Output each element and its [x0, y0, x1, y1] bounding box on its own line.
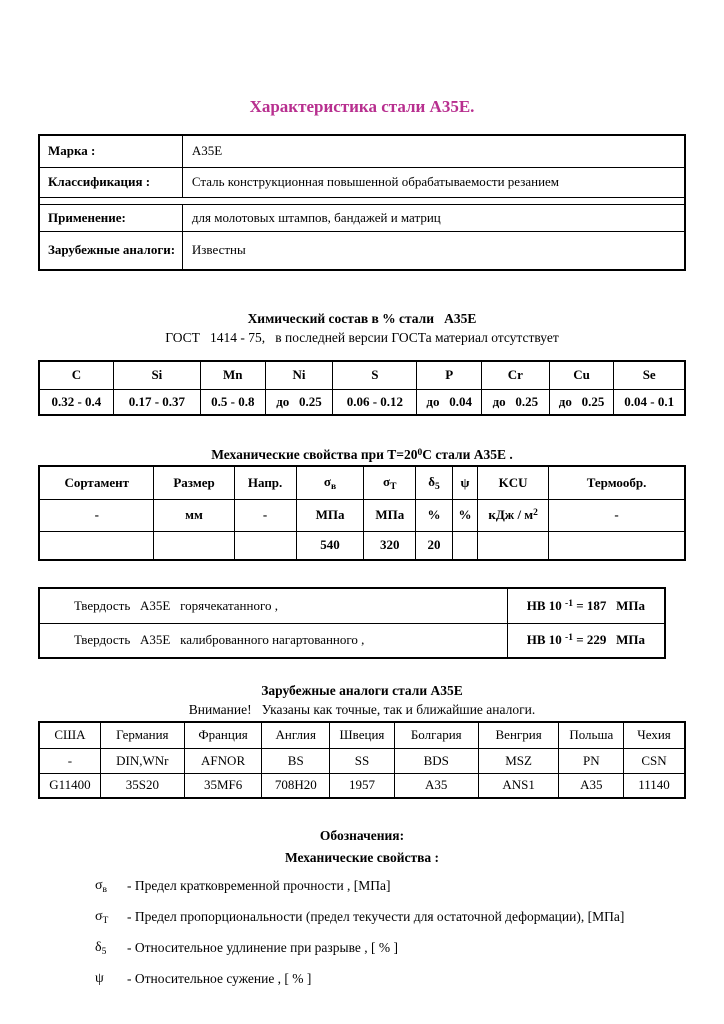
mechanical-section-title	[38, 444, 686, 464]
mech-value-cell	[39, 531, 154, 560]
info-value-primenenie: для молотовых штампов, бандажей и матриц	[182, 204, 685, 231]
analog-grade-cell: ANS1	[478, 773, 559, 798]
analog-country-cell: Франция	[184, 722, 262, 748]
legend-items	[38, 876, 686, 993]
chem-value-cell: 0.06 - 0.12	[333, 389, 417, 415]
mechanical-table	[38, 465, 686, 561]
sigma-symbol: σ	[383, 473, 391, 489]
analog-country-cell: Швеция	[330, 722, 395, 748]
chem-value-cell: 0.32 - 0.4	[39, 389, 113, 415]
mech-unit-cell: -	[234, 499, 296, 531]
symbol-sub: 5	[101, 947, 107, 957]
mech-value-cell: 320	[364, 531, 416, 560]
table-row	[39, 231, 685, 270]
mech-header-psi: ψ	[452, 466, 477, 499]
legend-item-psi	[38, 969, 686, 993]
chem-header-cell: C	[39, 361, 113, 389]
hb-sup: -1	[565, 633, 573, 644]
analog-standard-cell: MSZ	[478, 748, 559, 773]
chem-header-cell: S	[333, 361, 417, 389]
chem-header-cell: Ni	[265, 361, 333, 389]
table-row	[39, 588, 665, 623]
analog-grade-cell: 35MF6	[184, 773, 262, 798]
mech-header-sigma-b	[296, 466, 364, 499]
mech-unit-kcu	[478, 499, 549, 531]
analog-country-cell: США	[39, 722, 100, 748]
chem-value-cell: до 0.25	[549, 389, 614, 415]
mech-title-text: Механические свойства при Т=20	[211, 447, 418, 462]
legend-title: Обозначения:	[319, 828, 405, 843]
info-label-primenenie: Применение:	[39, 204, 182, 231]
hardness-value	[507, 623, 665, 658]
analog-grade-cell: 35S20	[100, 773, 184, 798]
hb-text: НВ 10	[526, 597, 566, 613]
legend-item-sigma-b	[38, 876, 686, 900]
mech-header-napr: Напр.	[234, 466, 296, 499]
analog-standard-cell: CSN	[624, 748, 685, 773]
info-label-analogi: Зарубежные аналоги:	[39, 231, 182, 270]
analogs-section-title: Зарубежные аналоги стали А35Е	[261, 683, 463, 698]
mech-value-cell	[549, 531, 685, 560]
info-label-marka: Марка :	[39, 135, 182, 167]
table-row	[39, 361, 685, 389]
mech-value-cell	[478, 531, 549, 560]
mech-unit-cell: МПа	[364, 499, 416, 531]
symbol-base: δ	[95, 940, 102, 955]
mech-value-cell	[452, 531, 477, 560]
chem-value-cell: 0.17 - 0.37	[113, 389, 200, 415]
chem-value-cell: 0.04 - 0.1	[614, 389, 685, 415]
delta-subscript: 5	[435, 481, 440, 492]
mech-header-termoobr: Термообр.	[549, 466, 685, 499]
mech-header-sigma-t	[364, 466, 416, 499]
legend-item-text: - Предел пропорциональности (предел текучести для остаточной деформации), [МПа]	[127, 909, 625, 924]
analog-standard-cell: BDS	[394, 748, 478, 773]
symbol-base: ψ	[95, 971, 104, 986]
legend-item-delta5	[38, 938, 686, 962]
sigma-symbol: σ	[323, 473, 331, 489]
legend-item-text: - Относительное сужение , [ % ]	[127, 971, 312, 986]
analog-country-cell: Польша	[559, 722, 624, 748]
hardness-table	[38, 587, 666, 659]
symbol-base: σ	[95, 909, 103, 924]
sigma-subscript: в	[330, 481, 337, 492]
table-row	[39, 499, 685, 531]
analog-country-cell: Англия	[262, 722, 330, 748]
symbol-sub: Т	[102, 916, 109, 926]
table-row	[39, 722, 685, 748]
analog-standard-cell: DIN,WNr	[100, 748, 184, 773]
mech-title-text: С стали А35Е .	[422, 447, 513, 462]
analogs-section-subtitle: Внимание! Указаны как точные, так и ближайшие аналоги.	[188, 702, 536, 717]
mech-unit-cell: %	[452, 499, 477, 531]
table-row	[39, 748, 685, 773]
analog-grade-cell: A35	[394, 773, 478, 798]
analog-grade-cell: G11400	[39, 773, 100, 798]
analog-country-cell: Болгария	[394, 722, 478, 748]
table-row	[39, 531, 685, 560]
delta5-symbol	[95, 938, 127, 962]
mech-header-razmer: Размер	[154, 466, 234, 499]
table-row	[39, 204, 685, 231]
chemistry-section-title: Химический состав в % стали А35Е	[247, 311, 477, 326]
mech-header-kcu: KCU	[478, 466, 549, 499]
hardness-value	[507, 588, 665, 623]
chem-header-cell: Mn	[200, 361, 265, 389]
legend-item-text: - Предел кратковременной прочности , [МПа]	[127, 878, 391, 893]
hb-text: = 187 МПа	[572, 597, 645, 613]
mech-value-cell: 540	[296, 531, 364, 560]
table-row	[39, 773, 685, 798]
mech-header-sortament: Сортамент	[39, 466, 154, 499]
analog-standard-cell: SS	[330, 748, 395, 773]
mech-unit-cell: -	[549, 499, 685, 531]
info-label-klassifikacia: Классификация :	[39, 167, 182, 197]
sigma-subscript: Т	[390, 481, 397, 492]
steel-info-table	[38, 134, 686, 271]
psi-symbol	[95, 969, 127, 993]
analog-country-cell: Венгрия	[478, 722, 559, 748]
legend-item-sigma-t	[38, 907, 686, 931]
analog-grade-cell: A35	[559, 773, 624, 798]
hb-sup: -1	[565, 598, 573, 609]
analog-country-cell: Чехия	[624, 722, 685, 748]
chem-header-cell: Cr	[481, 361, 549, 389]
mech-header-delta5	[416, 466, 453, 499]
info-value-marka: А35Е	[182, 135, 685, 167]
chem-header-cell: P	[417, 361, 482, 389]
kcu-unit-text: кДж / м	[488, 507, 534, 522]
table-row	[39, 167, 685, 197]
chem-header-cell: Se	[614, 361, 685, 389]
table-row	[39, 135, 685, 167]
chem-value-cell: до 0.25	[265, 389, 333, 415]
chem-header-cell: Si	[113, 361, 200, 389]
hardness-label: Твердость А35Е калиброванного нагартованного ,	[39, 623, 507, 658]
analog-grade-cell: 1957	[330, 773, 395, 798]
table-row	[39, 466, 685, 499]
mech-value-cell	[154, 531, 234, 560]
spacer-row	[39, 197, 685, 204]
mech-value-cell: 20	[416, 531, 453, 560]
analog-country-cell: Германия	[100, 722, 184, 748]
mech-title-sup: 0	[417, 448, 423, 458]
symbol-base: σ	[95, 878, 103, 893]
mech-unit-cell: мм	[154, 499, 234, 531]
analog-standard-cell: PN	[559, 748, 624, 773]
chemistry-section-subtitle: ГОСТ 1414 - 75, в последней версии ГОСТа материал отсутствует	[165, 330, 559, 345]
spacer-cell	[39, 197, 685, 204]
symbol-sub: в	[102, 885, 108, 895]
mech-unit-cell: %	[416, 499, 453, 531]
sigma-t-symbol	[95, 907, 127, 931]
sigma-b-symbol	[95, 876, 127, 900]
legend-subtitle: Механические свойства :	[284, 850, 440, 865]
mech-value-cell	[234, 531, 296, 560]
mech-unit-cell: МПа	[296, 499, 364, 531]
legend-item-text: - Относительное удлинение при разрыве , [ % ]	[127, 940, 398, 955]
analog-standard-cell: -	[39, 748, 100, 773]
info-value-klassifikacia: Сталь конструкционная повышенной обрабатываемости резанием	[182, 167, 685, 197]
table-row	[39, 623, 665, 658]
chem-value-cell: 0.5 - 0.8	[200, 389, 265, 415]
analogs-table	[38, 721, 686, 799]
hardness-label: Твердость А35Е горячекатанного ,	[39, 588, 507, 623]
table-row	[39, 389, 685, 415]
analog-standard-cell: BS	[262, 748, 330, 773]
kcu-unit-sup: 2	[533, 508, 538, 518]
analog-standard-cell: AFNOR	[184, 748, 262, 773]
chem-header-cell: Cu	[549, 361, 614, 389]
delta-symbol: δ	[428, 473, 435, 489]
analog-grade-cell: 11140	[624, 773, 685, 798]
analog-grade-cell: 708H20	[262, 773, 330, 798]
page-title: Характеристика стали А35Е.	[249, 97, 475, 116]
chemistry-table	[38, 360, 686, 416]
chem-value-cell: до 0.25	[481, 389, 549, 415]
mech-unit-cell: -	[39, 499, 154, 531]
hb-text: НВ 10	[526, 632, 566, 648]
info-value-analogi: Известны	[182, 231, 685, 270]
chem-value-cell: до 0.04	[417, 389, 482, 415]
hb-text: = 229 МПа	[572, 632, 645, 648]
